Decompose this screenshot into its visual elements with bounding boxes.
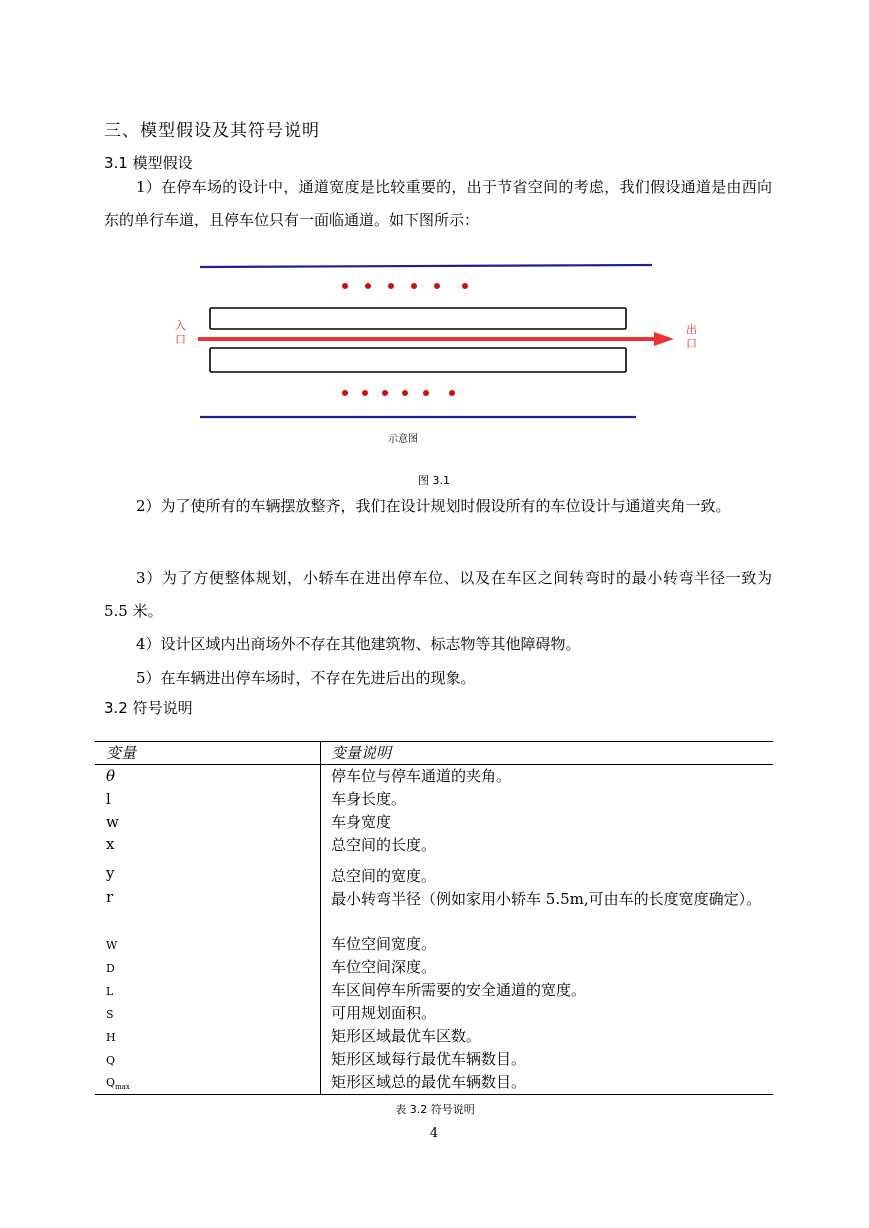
table-row-symbol: y bbox=[106, 864, 115, 882]
table-row-symbol: W bbox=[106, 939, 118, 952]
parking-dot bbox=[365, 283, 371, 289]
table-header-description: 变量说明 bbox=[331, 744, 392, 762]
parking-dot bbox=[388, 283, 394, 289]
assumption-4 bbox=[104, 628, 772, 661]
table-row-description: 矩形区域最优车区数。 bbox=[331, 1027, 482, 1045]
table-row-description: 停车位与停车通道的夹角。 bbox=[331, 767, 512, 785]
table-row-symbol: x bbox=[106, 835, 115, 853]
table-row-symbol: H bbox=[106, 1031, 116, 1044]
parking-dot bbox=[423, 390, 429, 396]
table-row-description: 车位空间深度。 bbox=[331, 958, 437, 976]
entry-label-char1: 入 bbox=[175, 319, 186, 332]
table-row-symbol-base: Q bbox=[106, 1076, 116, 1089]
assumption-1 bbox=[104, 171, 772, 237]
table-row-symbol: l bbox=[106, 790, 111, 808]
south-parking-dots bbox=[342, 390, 455, 396]
assumption-2-text: 2）为了使所有的车辆摆放整齐，我们在设计规划时假设所有的车位设计与通道夹角一致。 bbox=[136, 497, 731, 515]
assumption-5-text: 5）在车辆进出停车场时，不存在先进后出的现象。 bbox=[136, 669, 476, 687]
table-row-description: 车区间停车所需要的安全通道的宽度。 bbox=[331, 981, 587, 999]
table-row-description: 矩形区域总的最优车辆数目。 bbox=[331, 1073, 527, 1091]
parking-dot bbox=[462, 283, 468, 289]
assumption-2 bbox=[104, 490, 772, 523]
assumption-3 bbox=[104, 562, 772, 628]
north-parking-dots bbox=[342, 283, 468, 289]
parking-dot bbox=[402, 390, 408, 396]
diagram-inner-caption: 示意图 bbox=[388, 434, 418, 445]
table-row-description: 车位空间宽度。 bbox=[331, 935, 437, 953]
assumption-3-text: 3）为了方便整体规划，小轿车在进出停车位、以及在车区之间转弯时的最小转弯半径一致为 5.5 米。 bbox=[104, 569, 772, 620]
table-row-description: 总空间的宽度。 bbox=[331, 867, 437, 885]
parking-dot bbox=[434, 283, 440, 289]
page-number: 4 bbox=[429, 1126, 439, 1141]
parking-dot bbox=[411, 283, 417, 289]
assumption-1-text: 1）在停车场的设计中，通道宽度是比较重要的，出于节省空间的考虑，我们假设通道是由西向东的单行车道，且停车位只有一面临通道。如下图所示： bbox=[104, 178, 772, 229]
parking-dot bbox=[449, 390, 455, 396]
traffic-arrow-head bbox=[654, 332, 674, 346]
table-column-divider bbox=[320, 741, 321, 1094]
figure-caption: 图 3.1 bbox=[418, 474, 450, 487]
exit-label-char1: 出 bbox=[686, 323, 697, 336]
table-row-description: 最小转弯半径（例如家用小轿车 5.5m,可由车的长度宽度确定）。 bbox=[331, 890, 762, 908]
table-row-symbol: w bbox=[106, 813, 119, 831]
exit-label-char2: 口 bbox=[686, 337, 697, 350]
table-header-symbol: 变量 bbox=[106, 744, 137, 762]
table-bottom-rule bbox=[95, 1094, 773, 1095]
table-row-description: 车身宽度 bbox=[331, 813, 392, 831]
table-row-description: 车身长度。 bbox=[331, 790, 407, 808]
table-row-symbol: L bbox=[106, 985, 114, 998]
north-boundary-line bbox=[200, 265, 652, 267]
north-parking-block bbox=[210, 308, 626, 329]
assumption-4-text: 4）设计区域内出商场外不存在其他建筑物、标志物等其他障碍物。 bbox=[136, 635, 581, 653]
south-parking-block bbox=[210, 348, 626, 372]
table-row-description: 矩形区域每行最优车辆数目。 bbox=[331, 1050, 527, 1068]
section-title: 三、模型假设及其符号说明 bbox=[104, 121, 320, 141]
table-row-symbol: D bbox=[106, 962, 115, 975]
parking-dot bbox=[342, 390, 348, 396]
table-row-symbol: Q bbox=[106, 1054, 116, 1067]
table-caption: 表 3.2 符号说明 bbox=[395, 1103, 475, 1116]
subsection-title-assumptions: 3.1 模型假设 bbox=[104, 154, 193, 172]
subsection-title-symbols: 3.2 符号说明 bbox=[104, 699, 193, 717]
table-row-description: 总空间的长度。 bbox=[331, 836, 437, 854]
parking-diagram bbox=[160, 252, 720, 452]
table-row-symbol: S bbox=[106, 1008, 114, 1021]
parking-dot bbox=[382, 390, 388, 396]
parking-dot bbox=[342, 283, 348, 289]
table-row-symbol bbox=[106, 1072, 130, 1098]
entry-label-char2: 口 bbox=[175, 333, 186, 346]
assumption-5 bbox=[104, 662, 772, 695]
table-row-symbol: θ bbox=[106, 767, 116, 785]
parking-dot bbox=[362, 390, 368, 396]
table-row-symbol: r bbox=[106, 888, 114, 906]
table-row-symbol-subscript: max bbox=[115, 1083, 130, 1092]
table-row-description: 可用规划面积。 bbox=[331, 1004, 437, 1022]
